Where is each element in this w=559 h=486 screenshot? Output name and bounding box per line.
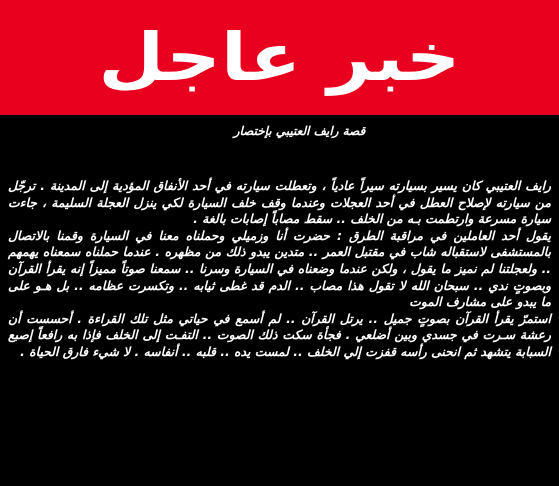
story-body (8, 178, 551, 361)
story-subtitle: قصة رايف العتيبي بإختصار (233, 124, 366, 138)
story-paragraph-3: استمرّ يقرأ القرآن بصوتٍ جميل .. يرتل القرآن .. لم أسمع في حياتي مثل تلك القراءة . أحسست أن رعشة سـرت في جسدي وبين أضلعي . فجأة سكت ذلك الصوت .. التفـت إلى الخلف فإذا به رافعاً إصبع السبابة يتشهد ثم انحنى رأسه قفزت إلي الخلف .. لمست يده .. قلبه .. أنفاسه . لا شيء فارق الحياة . (8, 310, 551, 359)
story-paragraph-2: يقول أحد العاملين في مراقبة الطرق : حضرت أنا وزميلي وحملناه معنا في السيارة وقمنا بالاتصال بالمستشفى لاستقباله شاب في مقتبل العمر .. متدين يبدو ذلك من مظهره . عندما حملناه سمعناه يهمهم .. ولعجلتنا لم نميز ما يقول ، ولكن عندما وضعناه في السيارة وسرنا .. سمعنا صوتاً مميزاً إنه يقرأ القرآن وبصوتٍ ندي .. سبحان الله لا تقول هذا مصاب .. الدم قد غطى ثيابه .. وتكسرت عظامه .. بل هـو على ما يبدو على مشارف الموت (8, 227, 551, 310)
breaking-news-banner (0, 0, 559, 115)
banner-title: خبر عاجل (98, 18, 461, 96)
story-paragraph-1: رايف العتيبي كان يسير بسيارته سيراً عادياً ، وتعطلت سيارته في أحد الأنفاق المؤدية إلى المدينة . ترجّل من سيارته لإصلاح العطل في أحد العجلات وعندما وقف خلف السيارة لكي ينزل العجلة السليمة ، جاءت سيارة مسرعة وارتطمت بـه من الخلف .. سقط مصاباً إصابات بالغة . (8, 178, 551, 227)
